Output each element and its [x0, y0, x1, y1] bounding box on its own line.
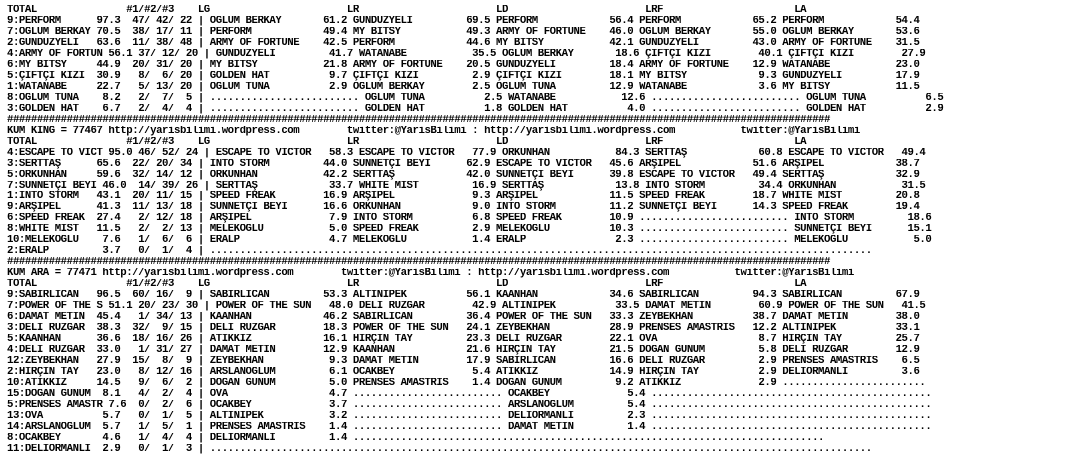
report-line: 3:GOLDEN HAT 6.7 2/ 4/ 4 | ......................... GOLDEN HAT 1.8 GOLDEN HAT 4.0 ......................... GOLDEN HAT 2.9 — [7, 103, 944, 115]
report-line: 5:ÇİFTÇİ KIZI 30.9 8/ 6/ 20 | GOLDEN HAT 9.7 ÇİFTÇİ KIZI 2.9 ÇİFTÇİ KIZI 18.1 MY BITSY 9.3 GÜNDÜZYELİ 17.9 — [7, 70, 920, 82]
report-line: 11:DELİORMANLI 2.9 0/ 1/ 3 | ............................................................................................................... — [7, 443, 872, 455]
report-line: TOTAL #1/#2/#3 LG LR LD LRF LA — [7, 136, 807, 148]
report-line: 6:DAMAT METİN 45.4 1/ 34/ 13 | KAANHAN 46.2 SABIRLICAN 36.4 POWER OF THE SUN 33.3 ZEYBEKHAN 38.7 DAMAT METİN 38.0 — [7, 312, 920, 324]
report-line: 1:WATANABE 22.7 5/ 13/ 20 | OĞLUM TUNA 2.9 OĞLUM BERKAY 2.5 OĞLUM TUNA 12.9 WATANABE 3.6 MY BITSY 11.5 — [7, 81, 920, 93]
report-line: 5:PRENSES AMASTR 7.6 0/ 2/ 6 | OCAKBEY 3.7 ......................... ARSLANOĞLUM 5.4 ............................................... — [7, 399, 932, 411]
report-line: 9:ARŞİPEL 41.3 11/ 13/ 18 | SÜNNETÇİ BEYİ 16.6 ORKUNHAN 9.0 INTO STORM 11.2 SÜNNETÇİ BEYİ 14.3 SPEED FREAK 19.4 — [7, 202, 920, 214]
report-line: TOTAL #1/#2/#3 LG LR LD LRF LA — [7, 279, 807, 291]
report-line: 8:OCAKBEY 4.6 1/ 4/ 4 | DELİORMANLI 1.4 ............................................................................... — [7, 432, 825, 444]
report-line: 2:HIRÇIN TAY 23.0 8/ 12/ 16 | ARSLANOĞLUM 6.1 OCAKBEY 5.4 ATİKKIZ 14.9 HIRÇIN TAY 2.9 DELİORMANLI 3.6 — [7, 366, 920, 378]
report-line: 4:ESCAPE TO VICT 95.0 46/ 52/ 24 | ESCAPE TO VICTOR 58.3 ESCAPE TO VICTOR 77.9 ORKUNHAN 84.3 SERTTAŞ 60.8 ESCAPE TO VICTOR 49.4 — [7, 147, 926, 159]
report-line: 7:SÜNNETÇİ BEYİ 46.0 14/ 39/ 26 | SERTTAŞ 33.7 WHITE MIST 16.9 SERTTAŞ 13.8 INTO STORM 34.4 ORKUNHAN 31.5 — [7, 180, 926, 192]
report-line: 2:GÜNDÜZYELİ 63.6 11/ 38/ 48 | ARMY OF FORTUNE 42.5 PERFORM 44.6 MY BITSY 42.1 GÜNDÜZYELİ 43.0 ARMY OF FORTUNE 31.5 — [7, 37, 920, 49]
report-line: KUM KING = 77467 http://yarisbilimi.wordpress.com twitter:@YarisBilimi : http://yarisbilimi.wordpress.com twitter:@YarisBilimi — [7, 125, 860, 137]
report-line: 12:ZEYBEKHAN 27.9 15/ 8/ 9 | ZEYBEKHAN 9.3 DAMAT METİN 17.9 SABIRLICAN 16.6 DELİ RÜZGAR 2.9 PRENSES AMASTRIS 6.5 — [7, 356, 920, 367]
report-line: 2:ERALP 3.7 0/ 1/ 4 | ............................................................................................................... — [7, 246, 872, 258]
report-line: 7:POWER OF THE S 51.1 20/ 23/ 30 | POWER OF THE SUN 48.0 DELİ RÜZGAR 42.9 ALTINİPEK 33.5 DAMAT METİN 60.9 POWER OF THE SUN 41.5 — [7, 301, 926, 313]
report-line: 3:DELİ RÜZGAR 38.3 32/ 9/ 15 | DELİ RÜZGAR 18.3 POWER OF THE SUN 24.1 ZEYBEKHAN 28.9 PRENSES AMASTRIS 12.2 ALTINİPEK 33.1 — [7, 323, 920, 335]
report-line: 5:KAANHAN 36.6 18/ 16/ 26 | ATİKKIZ 16.1 HIRÇIN TAY 23.3 DELİ RÜZGAR 22.1 OVA 8.7 HIRÇIN TAY 25.7 — [7, 334, 920, 346]
report-line: ########################################################################################################################################## — [7, 257, 830, 269]
report-line: 10:MELEKOĞLU 7.6 1/ 6/ 6 | ERALP 4.7 MELEKOĞLU 1.4 ERALP 2.3 ......................... MELEKOĞLU 5.0 — [7, 235, 932, 247]
report-line: 10:ATİKKIZ 14.5 9/ 6/ 2 | DOĞAN GÜNÜM 5.0 PRENSES AMASTRIS 1.4 DOĞAN GÜNÜM 9.2 ATİKKIZ 2.9 ........................ — [7, 377, 926, 389]
report-line: 3:SERTTAŞ 65.6 22/ 20/ 34 | INTO STORM 44.0 SÜNNETÇİ BEYİ 62.9 ESCAPE TO VICTOR 45.6 ARŞİPEL 51.6 ARŞİPEL 38.7 — [7, 158, 920, 170]
report-line: 14:ARSLANOĞLUM 5.7 1/ 5/ 1 | PRENSES AMASTRIS 1.4 ......................... DAMAT METİN 1.4 ............................................... — [7, 421, 932, 433]
report-line: KUM ARA = 77471 http://yarisbilimi.wordpress.com twitter:@YarisBilimi : http://yarisbilimi.wordpress.com twitter:@YarisBilimi — [7, 268, 854, 280]
report-line: 1:INTO STORM 43.1 20/ 11/ 15 | SPEED FREAK 16.9 ARŞİPEL 9.3 ARŞİPEL 11.5 SPEED FREAK 18.7 WHITE MIST 20.8 — [7, 191, 920, 203]
report-line: 13:OVA 5.7 0/ 1/ 5 | ALTINİPEK 3.2 ......................... DELİORMANLI 2.3 ............................................... — [7, 410, 932, 422]
report-line: 8:WHITE MIST 11.5 2/ 2/ 13 | MELEKOĞLU 5.0 SPEED FREAK 2.9 MELEKOĞLU 10.3 ......................... SÜNNETÇİ BEYİ 15.1 — [7, 224, 932, 236]
report-line: 6:SPEED FREAK 27.4 2/ 12/ 18 | ARŞİPEL 7.9 INTO STORM 6.8 SPEED FREAK 10.9 ......................... INTO STORM 18.6 — [7, 213, 932, 225]
report-line: 4:DELİ RÜZGAR 33.0 1/ 31/ 27 | DAMAT METİN 12.9 KAANHAN 21.6 HIRÇIN TAY 21.5 DOĞAN GÜNÜM 5.8 DELİ RÜZGAR 12.9 — [7, 345, 920, 356]
report-line: 8:OĞLUM TUNA 8.2 2/ 7/ 5 | ......................... OĞLUM TUNA 2.5 WATANABE 12.6 ......................... OĞLUM TUNA 6.5 — [7, 92, 944, 104]
report-line: 6:MY BITSY 44.9 20/ 31/ 20 | MY BITSY 21.8 ARMY OF FORTUNE 20.5 GÜNDÜZYELİ 18.4 ARMY OF FORTUNE 12.9 WATANABE 23.0 — [7, 59, 920, 71]
report-line: 5:ORKUNHAN 59.6 32/ 14/ 12 | ORKUNHAN 42.2 SERTTAŞ 42.0 SÜNNETÇİ BEYİ 39.8 ESCAPE TO VICTOR 49.4 SERTTAŞ 32.9 — [7, 169, 920, 181]
report-line: 7:OĞLUM BERKAY 70.5 38/ 17/ 11 | PERFORM 49.4 MY BITSY 49.3 ARMY OF FORTUNE 46.0 OĞLUM BERKAY 55.0 OĞLUM BERKAY 53.6 — [7, 26, 920, 38]
report-line: 15:DOĞAN GÜNÜM 8.1 4/ 2/ 4 | OVA 4.7 ......................... OCAKBEY 5.4 ............................................... — [7, 388, 932, 400]
report-line: ########################################################################################################################################## — [7, 114, 830, 126]
report-line: 9:SABIRLICAN 96.5 60/ 16/ 9 | SABIRLICAN 53.3 ALTINİPEK 56.1 KAANHAN 34.6 SABIRLICAN 94.3 SABIRLICAN 67.9 — [7, 290, 920, 302]
report-line: 4:ARMY OF FORTUN 56.1 37/ 12/ 20 | GÜNDÜZYELİ 41.7 WATANABE 35.5 OĞLUM BERKAY 18.6 ÇİFTÇİ KIZI 40.1 ÇİFTÇİ KIZI 27.9 — [7, 48, 926, 60]
report-line: 9:PERFORM 97.3 47/ 42/ 22 | OĞLUM BERKAY 61.2 GÜNDÜZYELİ 69.5 PERFORM 56.4 PERFORM 65.2 PERFORM 54.4 — [7, 15, 920, 27]
report-line: TOTAL #1/#2/#3 LG LR LD LRF LA — [7, 5, 807, 16]
